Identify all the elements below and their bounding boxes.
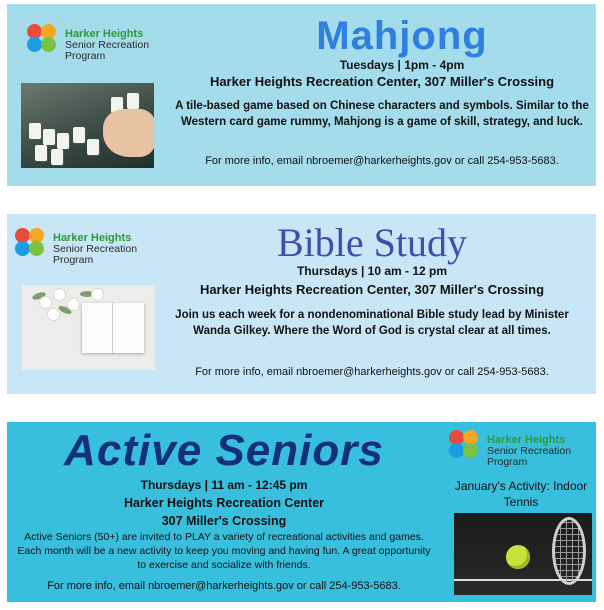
- active-seniors-activity: January's Activity: Indoor Tennis: [454, 479, 588, 509]
- bible-study-schedule: Thursdays | 10 am - 12 pm: [296, 264, 448, 278]
- parks-recreation-logo: [13, 226, 137, 266]
- logo-line2: Senior Recreation: [65, 39, 150, 51]
- logo-icon: [25, 22, 59, 58]
- active-seniors-contact: For more info, email nbroemer@harkerheights.gov or call 254-953-5683.: [47, 580, 401, 592]
- parks-recreation-logo: [447, 428, 571, 468]
- bible-study-flyer: [7, 214, 596, 394]
- bible-study-contact: For more info, email nbroemer@harkerheights.gov or call 254-953-5683.: [195, 366, 549, 378]
- bible-study-description: Join us each week for a nondenominational Bible study lead by Minister Wanda Gilkey. Where the Word of God is crystal clear at all times.: [175, 309, 569, 337]
- logo-line2: Senior Recreation: [487, 445, 572, 457]
- mahjong-photo: [21, 83, 154, 168]
- bible-study-venue: Harker Heights Recreation Center, 307 Miller's Crossing: [199, 282, 545, 297]
- bible-study-title: Bible Study: [276, 220, 468, 265]
- active-seniors-flyer: [7, 422, 596, 602]
- mahjong-title: Mahjong: [316, 14, 488, 58]
- bible-photo: [22, 285, 155, 370]
- logo-line3: Program: [53, 254, 94, 266]
- logo-line3: Program: [65, 50, 106, 62]
- logo-icon: [13, 226, 47, 262]
- mahjong-venue: Harker Heights Recreation Center, 307 Miller's Crossing: [209, 74, 555, 89]
- mahjong-flyer: [7, 4, 596, 186]
- tennis-ball-icon: [506, 545, 530, 569]
- tennis-photo: [454, 513, 592, 595]
- mahjong-schedule: Tuesdays | 1pm - 4pm: [339, 58, 465, 72]
- logo-line1: Harker Heights: [65, 28, 144, 40]
- active-seniors-address: 307 Miller's Crossing: [161, 514, 287, 528]
- logo-line3: Program: [487, 456, 528, 468]
- logo-icon: [447, 428, 481, 464]
- active-seniors-title: Active Seniors: [64, 426, 384, 475]
- mahjong-contact: For more info, email nbroemer@harkerheights.gov or call 254-953-5683.: [205, 155, 559, 167]
- logo-line1: Harker Heights: [53, 232, 132, 244]
- active-seniors-schedule: Thursdays | 11 am - 12:45 pm: [140, 478, 308, 492]
- logo-line2: Senior Recreation: [53, 243, 138, 255]
- mahjong-description: A tile-based game based on Chinese characters and symbols. Similar to the Western card game rummy, Mahjong is a game of skill, strategy, and luck.: [175, 100, 589, 128]
- logo-line1: Harker Heights: [487, 434, 566, 446]
- parks-recreation-logo: [25, 22, 149, 62]
- active-seniors-description: Active Seniors (50+) are invited to PLAY a variety of recreational activities and games. Each month will be a new activity to keep you moving and having fun. A great opportunity to exercise and socialize with friends.: [17, 531, 431, 571]
- active-seniors-venue: Harker Heights Recreation Center: [123, 496, 325, 510]
